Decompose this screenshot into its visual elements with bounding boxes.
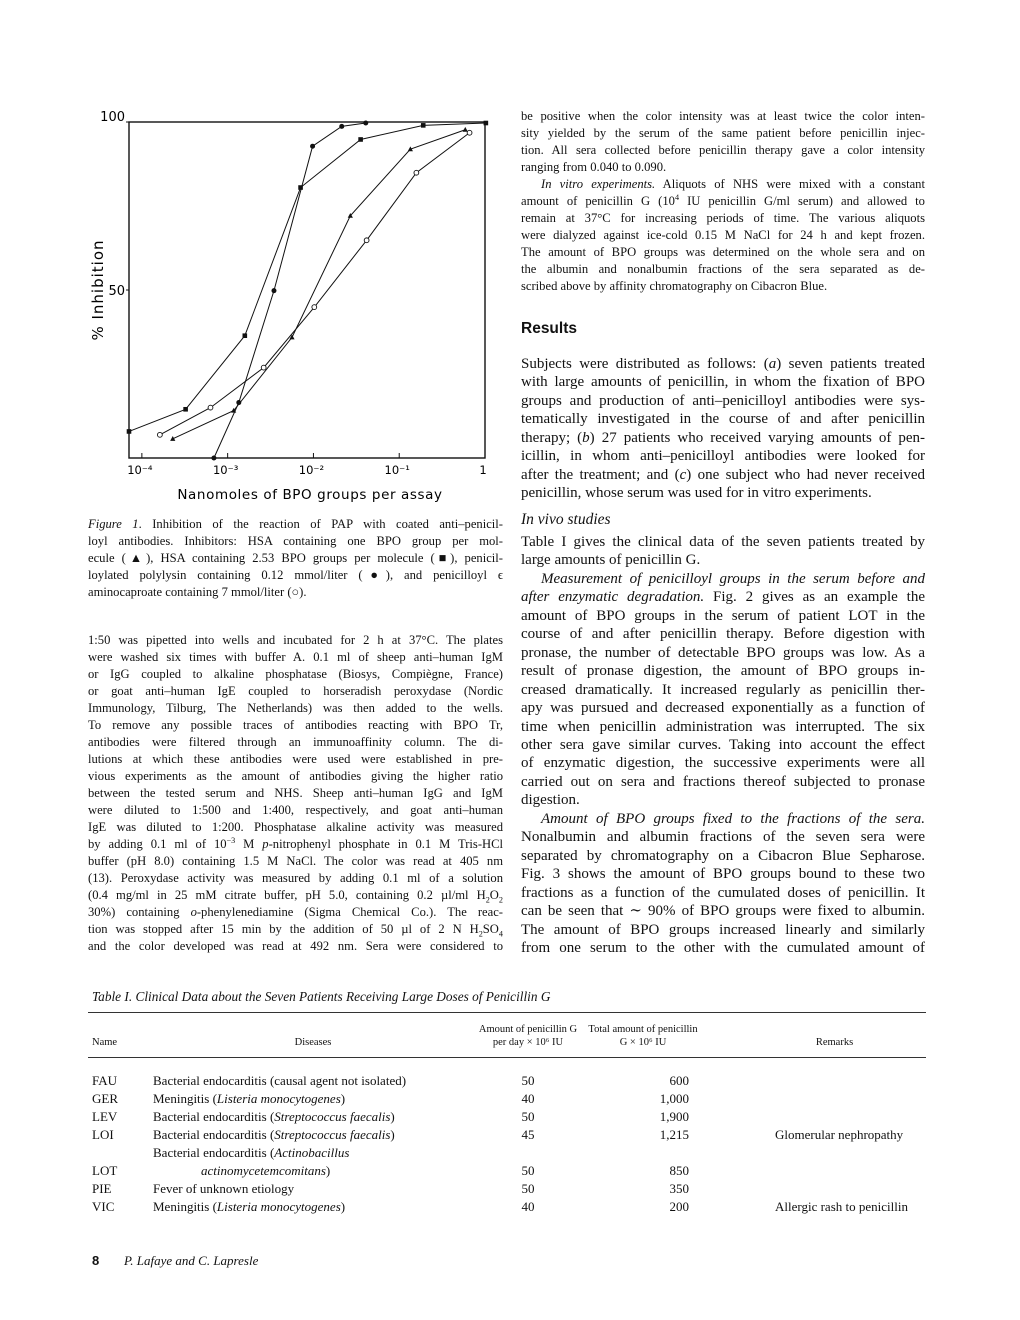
text-segment: ranging from 0.040 to 0.090.	[521, 160, 667, 174]
in-vivo-heading: In vivo studies	[521, 511, 611, 528]
text-segment: after the treatment; and (	[521, 466, 680, 483]
cell-remarks	[703, 1108, 926, 1126]
text-line	[88, 683, 503, 700]
text-line	[88, 836, 503, 853]
text-line	[521, 754, 925, 772]
text-segment: sity yielded by the serum of the same patient before penicillin injec-	[521, 126, 925, 140]
text-line	[521, 810, 925, 828]
square-marker	[183, 407, 188, 412]
filled-circle-marker	[339, 124, 344, 129]
header-total-amount	[583, 1013, 703, 1058]
text-segment: M	[235, 837, 263, 851]
text-line	[88, 853, 503, 870]
square-marker	[127, 429, 132, 434]
table-row	[88, 1090, 926, 1108]
text-segment: O	[489, 888, 499, 902]
open-circle-marker	[364, 238, 369, 243]
header-total-line1: Total amount of penicillin	[588, 1024, 698, 1035]
square-marker	[484, 121, 489, 126]
series-line	[173, 130, 466, 439]
text-segment: aminocaproate containing 7 mmol/liter (○).	[88, 585, 307, 599]
open-circle-marker	[414, 170, 419, 175]
text-line	[521, 588, 925, 606]
text-segment: icillin, in whom anti–penicilloyl antibodies were looked for	[521, 448, 925, 465]
text-segment: IgE was diluted to 1:200. Phosphatase alkaline activity was measured	[88, 820, 503, 834]
cell-name: GER	[92, 1091, 118, 1106]
text-segment: Immunology, Tilburg, The Netherlands) was then added to the wells.	[88, 701, 503, 715]
text-line	[88, 666, 503, 683]
text-segment: (0.4 mg/ml in 25 mM citrate buffer, pH 5.0, containing 0.2 µl/ml H	[88, 888, 486, 902]
text-segment: c	[679, 466, 687, 483]
cell-total-amount: 350	[669, 1181, 689, 1196]
text-line	[521, 681, 925, 699]
text-segment: IU penicillin G/ml serum) and allowed to	[679, 194, 925, 208]
text-line	[521, 699, 925, 717]
chart-series	[127, 121, 488, 461]
text-line	[521, 828, 925, 846]
text-line	[521, 429, 925, 447]
text-segment: apy was pursued and decreased exponentially as a function of	[521, 700, 925, 717]
text-segment: −3	[226, 836, 236, 845]
cell-disease	[153, 1198, 473, 1216]
text-segment: ) one subject who had never received	[686, 466, 925, 483]
disease-text: Fever of unknown etiology	[153, 1181, 295, 1196]
text-segment: or goat anti–human IgE coupled to horseradish peroxydase (Nordic	[88, 684, 503, 698]
x-tick-label: 10⁻³	[212, 463, 239, 477]
cell-total-amount: 200	[669, 1199, 689, 1214]
table-row	[88, 1144, 926, 1180]
text-line	[88, 921, 503, 938]
disease-text: Bacterial endocarditis (	[153, 1145, 275, 1160]
text-segment: other sera gave similar curves. Taking into account the effect	[521, 736, 925, 753]
text-segment: Nonalbumin and albumin fractions of the seven sera were	[521, 829, 925, 846]
square-marker	[243, 333, 248, 338]
text-segment: In vitro experiments.	[541, 177, 656, 191]
text-line	[521, 865, 925, 883]
text-segment: separated by chromatography on a Cibacron Blue Sepharose.	[521, 847, 925, 864]
text-segment: Measurement of penicilloyl groups in the serum before and	[541, 570, 925, 587]
text-line	[88, 550, 503, 567]
cell-name: LEV	[92, 1109, 118, 1124]
cell-total-amount: 850	[669, 1163, 689, 1178]
header-remarks: Remarks	[703, 1013, 926, 1058]
text-segment: (13). Peroxydase activity was measured by adding 0.1 ml of a solution	[88, 871, 503, 885]
filled-circle-marker	[236, 400, 241, 405]
text-segment: digestion.	[521, 792, 580, 809]
text-segment: therapy; (	[521, 429, 583, 446]
text-segment: The amount of BPO groups was determined on the whole sera and on	[521, 245, 925, 259]
text-line	[521, 193, 925, 210]
table-row	[88, 1126, 926, 1144]
text-segment: Figure 1	[88, 517, 139, 531]
text-segment: 2	[485, 895, 490, 904]
disease-organism: Streptococcus faecalis	[274, 1109, 391, 1124]
text-segment: 4	[674, 193, 680, 202]
text-line	[88, 734, 503, 751]
text-segment: were diluted to 1:500 and 1:400, respectively, and goat anti–human	[88, 803, 503, 817]
disease-text: Meningitis (	[153, 1199, 217, 1214]
clinical-data-table	[88, 1012, 926, 1216]
cell-amount-per-day: 50	[521, 1181, 535, 1196]
text-line	[88, 751, 503, 768]
x-tick-label: 10⁻¹	[384, 463, 410, 477]
text-segment: tion. All sera collected before penicillin therapy gave a color intensity	[521, 143, 925, 157]
text-segment: penicillin, whose serum was used for in vitro experiments.	[521, 485, 872, 502]
right-column-top	[521, 108, 925, 295]
text-segment: Amount of BPO groups fixed to the fractions of the sera.	[541, 810, 925, 827]
text-segment: from one serum to the other with the cumulated amount of	[521, 939, 925, 956]
cell-remarks	[703, 1144, 926, 1180]
text-segment: groups and production of anti–penicilloyl antibodies were sys-	[521, 392, 925, 409]
text-segment: and the color developed was read at 492 nm. Sera were considered to	[88, 939, 503, 953]
text-line	[88, 785, 503, 802]
text-segment: amount of BPO groups in the serum of patient LOT in the	[521, 607, 925, 624]
cell-amount-per-day: 40	[521, 1091, 535, 1106]
text-segment: The amount of BPO groups increased linearly and similarly	[521, 921, 925, 938]
text-line	[88, 717, 503, 734]
cell-amount-per-day: 50	[521, 1163, 535, 1178]
text-line	[521, 176, 925, 193]
text-segment: tion was stopped after 15 min by the addition of 50 µl of 2 N H	[88, 922, 479, 936]
text-line	[88, 516, 503, 533]
table-body	[88, 1058, 926, 1217]
text-segment: 30%) containing	[88, 905, 191, 919]
text-segment: -nitrophenyl phosphate in 0.1 M Tris-HCl	[268, 837, 503, 851]
square-marker	[421, 123, 426, 128]
disease-organism: Listeria monocytogenes	[216, 1091, 341, 1106]
series-triangle	[170, 127, 468, 441]
disease-organism: Listeria monocytogenes	[216, 1199, 341, 1214]
text-segment: scribed above by affinity chromatography on Cibacron Blue.	[521, 279, 828, 293]
text-line	[521, 884, 925, 902]
text-segment: Aliquots of NHS were mixed with a constant	[655, 177, 925, 191]
text-segment: buffer (pH 8.0) containing 1.5 M NaCl. The color was read at 405 nm	[88, 854, 503, 868]
text-line	[521, 142, 925, 159]
text-line	[521, 533, 925, 551]
disease-text-end: )	[340, 1199, 346, 1214]
text-segment: lutions at which these antibodies were used were established in pre-	[88, 752, 503, 766]
text-line	[521, 125, 925, 142]
text-segment: after enzymatic degradation.	[521, 589, 705, 606]
text-segment: 2	[498, 895, 503, 904]
disease-organism-continued: actinomycetemcomitans	[201, 1163, 326, 1178]
cell-disease	[153, 1180, 473, 1198]
text-line	[521, 773, 925, 791]
text-line	[88, 870, 503, 887]
filled-circle-marker	[211, 456, 216, 461]
text-line	[521, 261, 925, 278]
series-square	[127, 121, 488, 434]
disease-text: Meningitis (	[153, 1091, 217, 1106]
text-line	[521, 108, 925, 125]
text-segment: result of pronase digestion, the amount of BPO groups in-	[521, 663, 925, 680]
x-axis-label: Nanomoles of BPO groups per assay	[177, 487, 443, 503]
text-segment: with large amounts of penicillin, in whom the fixation of BPO	[521, 374, 925, 391]
text-line	[521, 551, 925, 569]
text-line	[521, 662, 925, 680]
text-line	[521, 392, 925, 410]
x-tick-label: 10⁻⁴	[127, 463, 153, 477]
text-segment: o	[190, 905, 197, 919]
in-vivo-body	[521, 533, 925, 957]
disease-organism: Streptococcus faecalis	[274, 1127, 391, 1142]
text-line	[521, 355, 925, 373]
text-segment: amount of penicillin G (10	[521, 194, 675, 208]
text-line	[88, 904, 503, 921]
cell-amount-per-day: 50	[521, 1109, 535, 1124]
text-segment: Subjects were distributed as follows: (	[521, 356, 769, 372]
cell-total-amount: 1,000	[659, 1091, 689, 1106]
text-line	[88, 700, 503, 717]
text-line	[521, 373, 925, 391]
text-line	[88, 802, 503, 819]
cell-remarks	[703, 1180, 926, 1198]
cell-amount-per-day: 50	[521, 1073, 535, 1088]
open-circle-marker	[208, 405, 213, 410]
text-segment: by adding 0.1 ml of 10	[88, 837, 227, 851]
cell-remarks: Allergic rash to penicillin	[775, 1199, 908, 1214]
cell-name: FAU	[92, 1073, 118, 1088]
text-line	[521, 791, 925, 809]
y-tick-label: 100	[100, 110, 125, 125]
cell-disease	[153, 1144, 473, 1180]
text-segment: were dialyzed against ice-cold 0.15 M NaCl for 24 h and kept frozen.	[521, 228, 925, 242]
cell-disease	[153, 1058, 473, 1091]
text-line	[88, 768, 503, 785]
text-line	[521, 227, 925, 244]
text-line	[521, 939, 925, 957]
text-segment: of enzymatic digestion, the successive experiments were all	[521, 755, 925, 772]
text-segment: vious experiments as the amount of antibodies giving the higher ratio	[88, 769, 503, 783]
plot-frame	[129, 122, 485, 458]
series-line	[214, 123, 366, 458]
text-segment: time when penicillin administration was interrupted. The six	[521, 718, 925, 735]
cell-disease	[153, 1108, 473, 1126]
text-segment: -phenylenediamine (Sigma Chemical Co.). The reac-	[196, 905, 503, 919]
header-amount-line2: per day × 10⁶ IU	[492, 1037, 564, 1048]
text-line	[521, 736, 925, 754]
filled-circle-marker	[310, 144, 315, 149]
cell-total-amount: 1,900	[659, 1109, 689, 1124]
cell-disease	[153, 1090, 473, 1108]
text-segment: . Inhibition of the reaction of PAP with coated anti–penicil-	[138, 517, 503, 531]
text-segment: be positive when the color intensity was at least twice the color inten-	[521, 109, 925, 123]
cell-remarks	[703, 1090, 926, 1108]
text-line	[88, 938, 503, 955]
x-tick-label: 10⁻²	[298, 463, 325, 477]
text-segment: pronase, the number of detectable BPO groups was low. As a	[521, 644, 925, 661]
text-line	[521, 718, 925, 736]
table-row	[88, 1058, 926, 1091]
cell-remarks: Glomerular nephropathy	[775, 1127, 904, 1142]
disease-text: Bacterial endocarditis (	[153, 1127, 275, 1142]
header-name: Name	[88, 1013, 153, 1058]
text-segment: Fig. 3 shows the amount of BPO groups bound to these two	[521, 866, 925, 883]
header-amount-line1: Amount of penicillin G	[478, 1024, 578, 1035]
cell-name: PIE	[92, 1181, 112, 1196]
text-segment: large amounts of penicillin G.	[521, 552, 701, 569]
open-circle-marker	[157, 432, 162, 437]
disease-organism: Actinobacillus	[274, 1145, 350, 1160]
text-segment: carried out on sera and fractions thereof subjected to pronase	[521, 773, 925, 790]
disease-text-end: )	[390, 1127, 395, 1142]
text-line	[521, 625, 925, 643]
cell-name: VIC	[92, 1199, 115, 1214]
text-line	[521, 159, 925, 176]
text-segment: tematically investigated in the course of and after penicillin	[521, 411, 925, 428]
text-segment: antibodies were filtered through an immunoaffinity column. The di-	[88, 735, 503, 749]
disease-text-end: )	[325, 1163, 331, 1178]
text-line	[521, 244, 925, 261]
text-line	[88, 567, 503, 584]
text-line	[88, 584, 503, 601]
text-line	[521, 921, 925, 939]
text-segment: creased dramatically. It increased regularly as penicillin ther-	[521, 681, 925, 698]
text-segment: Fig. 2 gives as an example the	[704, 589, 925, 606]
cell-disease	[153, 1126, 473, 1144]
text-segment: course of and after penicillin therapy. Before digestion with	[521, 626, 925, 643]
text-line	[521, 847, 925, 865]
header-total-line2: G × 10⁶ IU	[619, 1037, 667, 1048]
cell-name: LOI	[92, 1127, 114, 1142]
chart-axes	[100, 110, 486, 477]
text-line	[521, 278, 925, 295]
text-segment: were washed six times with buffer A. 0.1 ml of sheep anti–human IgM	[88, 650, 503, 664]
square-marker	[358, 137, 363, 142]
text-segment: ecule (▲), HSA containing 2.53 BPO groups per molecule (■), penicil-	[88, 551, 503, 565]
cell-name: LOT	[92, 1163, 118, 1178]
text-line	[521, 484, 925, 502]
text-segment: loylated polylysin containing 0.12 mmol/liter (●), and penicilloyl ϵ	[88, 568, 503, 582]
table-row	[88, 1108, 926, 1126]
table-row	[88, 1198, 926, 1216]
text-line	[521, 644, 925, 662]
text-segment: 1:50 was pipetted into wells and incubated for 2 h at 37°C. The plates	[88, 633, 503, 647]
text-line	[521, 607, 925, 625]
text-segment: remain at 37°C for increasing periods of time. The various aliquots	[521, 211, 925, 225]
cell-total-amount: 1,215	[659, 1127, 689, 1142]
filled-circle-marker	[271, 288, 276, 293]
text-segment: between the tested serum and NHS. Sheep anti–human IgG and IgM	[88, 786, 503, 800]
figure-1-chart	[0, 0, 520, 510]
cell-total-amount: 600	[669, 1073, 689, 1088]
cell-amount-per-day: 40	[521, 1199, 535, 1214]
series-line	[160, 133, 470, 435]
text-segment: the albumin and nonalbumin fractions of the sera separated as de-	[521, 262, 925, 276]
disease-text: Bacterial endocarditis (causal agent not isolated)	[153, 1073, 407, 1088]
triangle-marker	[463, 127, 468, 132]
y-axis-label: % Inhibition	[89, 239, 107, 341]
filled-circle-marker	[363, 121, 368, 126]
page-number: 8	[92, 1253, 100, 1268]
disease-text-end: )	[390, 1109, 395, 1124]
open-circle-marker	[312, 305, 317, 310]
cell-amount-per-day: 45	[521, 1127, 535, 1142]
text-segment: SO	[482, 922, 499, 936]
text-segment: b	[582, 429, 590, 446]
text-segment: a	[768, 356, 777, 372]
text-segment: fractions as a function of the cumulated doses of penicillin. It	[521, 884, 925, 901]
text-segment: p	[262, 837, 269, 851]
table-header-row	[88, 1013, 926, 1058]
disease-text: Bacterial endocarditis (	[153, 1109, 275, 1124]
open-circle-marker	[467, 130, 472, 135]
text-line	[88, 819, 503, 836]
text-line	[521, 902, 925, 920]
table-caption: Table I. Clinical Data about the Seven Patients Receiving Large Doses of Penicillin G	[92, 989, 551, 1004]
y-tick-label: 50	[108, 284, 125, 299]
text-line	[88, 632, 503, 649]
running-footer-authors: P. Lafaye and C. Lapresle	[124, 1253, 259, 1268]
left-column-body	[88, 632, 503, 955]
text-segment: loyl antibodies. Inhibitors: HSA containing one BPO group per mol-	[88, 534, 503, 548]
text-line	[521, 466, 925, 484]
x-tick-label: 1	[479, 463, 487, 477]
text-segment: ) 27 patients who received varying amounts of pen-	[589, 429, 925, 446]
text-segment: To remove any possible traces of antibodies reacting with BPO Tr,	[88, 718, 503, 732]
text-segment: 4	[498, 929, 503, 938]
table-row	[88, 1180, 926, 1198]
cell-remarks	[703, 1058, 926, 1091]
text-line	[88, 649, 503, 666]
figure-caption	[88, 516, 503, 601]
text-line	[88, 533, 503, 550]
text-line	[521, 447, 925, 465]
results-intro	[521, 355, 925, 503]
disease-text-end: )	[340, 1091, 346, 1106]
text-segment: 2	[478, 929, 483, 938]
text-line	[521, 570, 925, 588]
header-diseases: Diseases	[153, 1013, 473, 1058]
series-line	[129, 123, 486, 431]
text-segment: ) seven patients treated	[776, 356, 925, 372]
text-segment: or IgG coupled to alkaline phosphatase (Biosys, Compiègne, France)	[88, 667, 503, 681]
text-line	[88, 887, 503, 904]
text-segment: can be seen that ∼ 90% of BPO groups were fixed to albumin.	[521, 903, 925, 920]
results-heading: Results	[521, 320, 577, 337]
text-line	[521, 210, 925, 227]
open-circle-marker	[261, 365, 266, 370]
header-amount-per-day	[473, 1013, 583, 1058]
text-segment: Table I gives the clinical data of the seven patients treated by	[521, 534, 925, 550]
text-line	[521, 410, 925, 428]
